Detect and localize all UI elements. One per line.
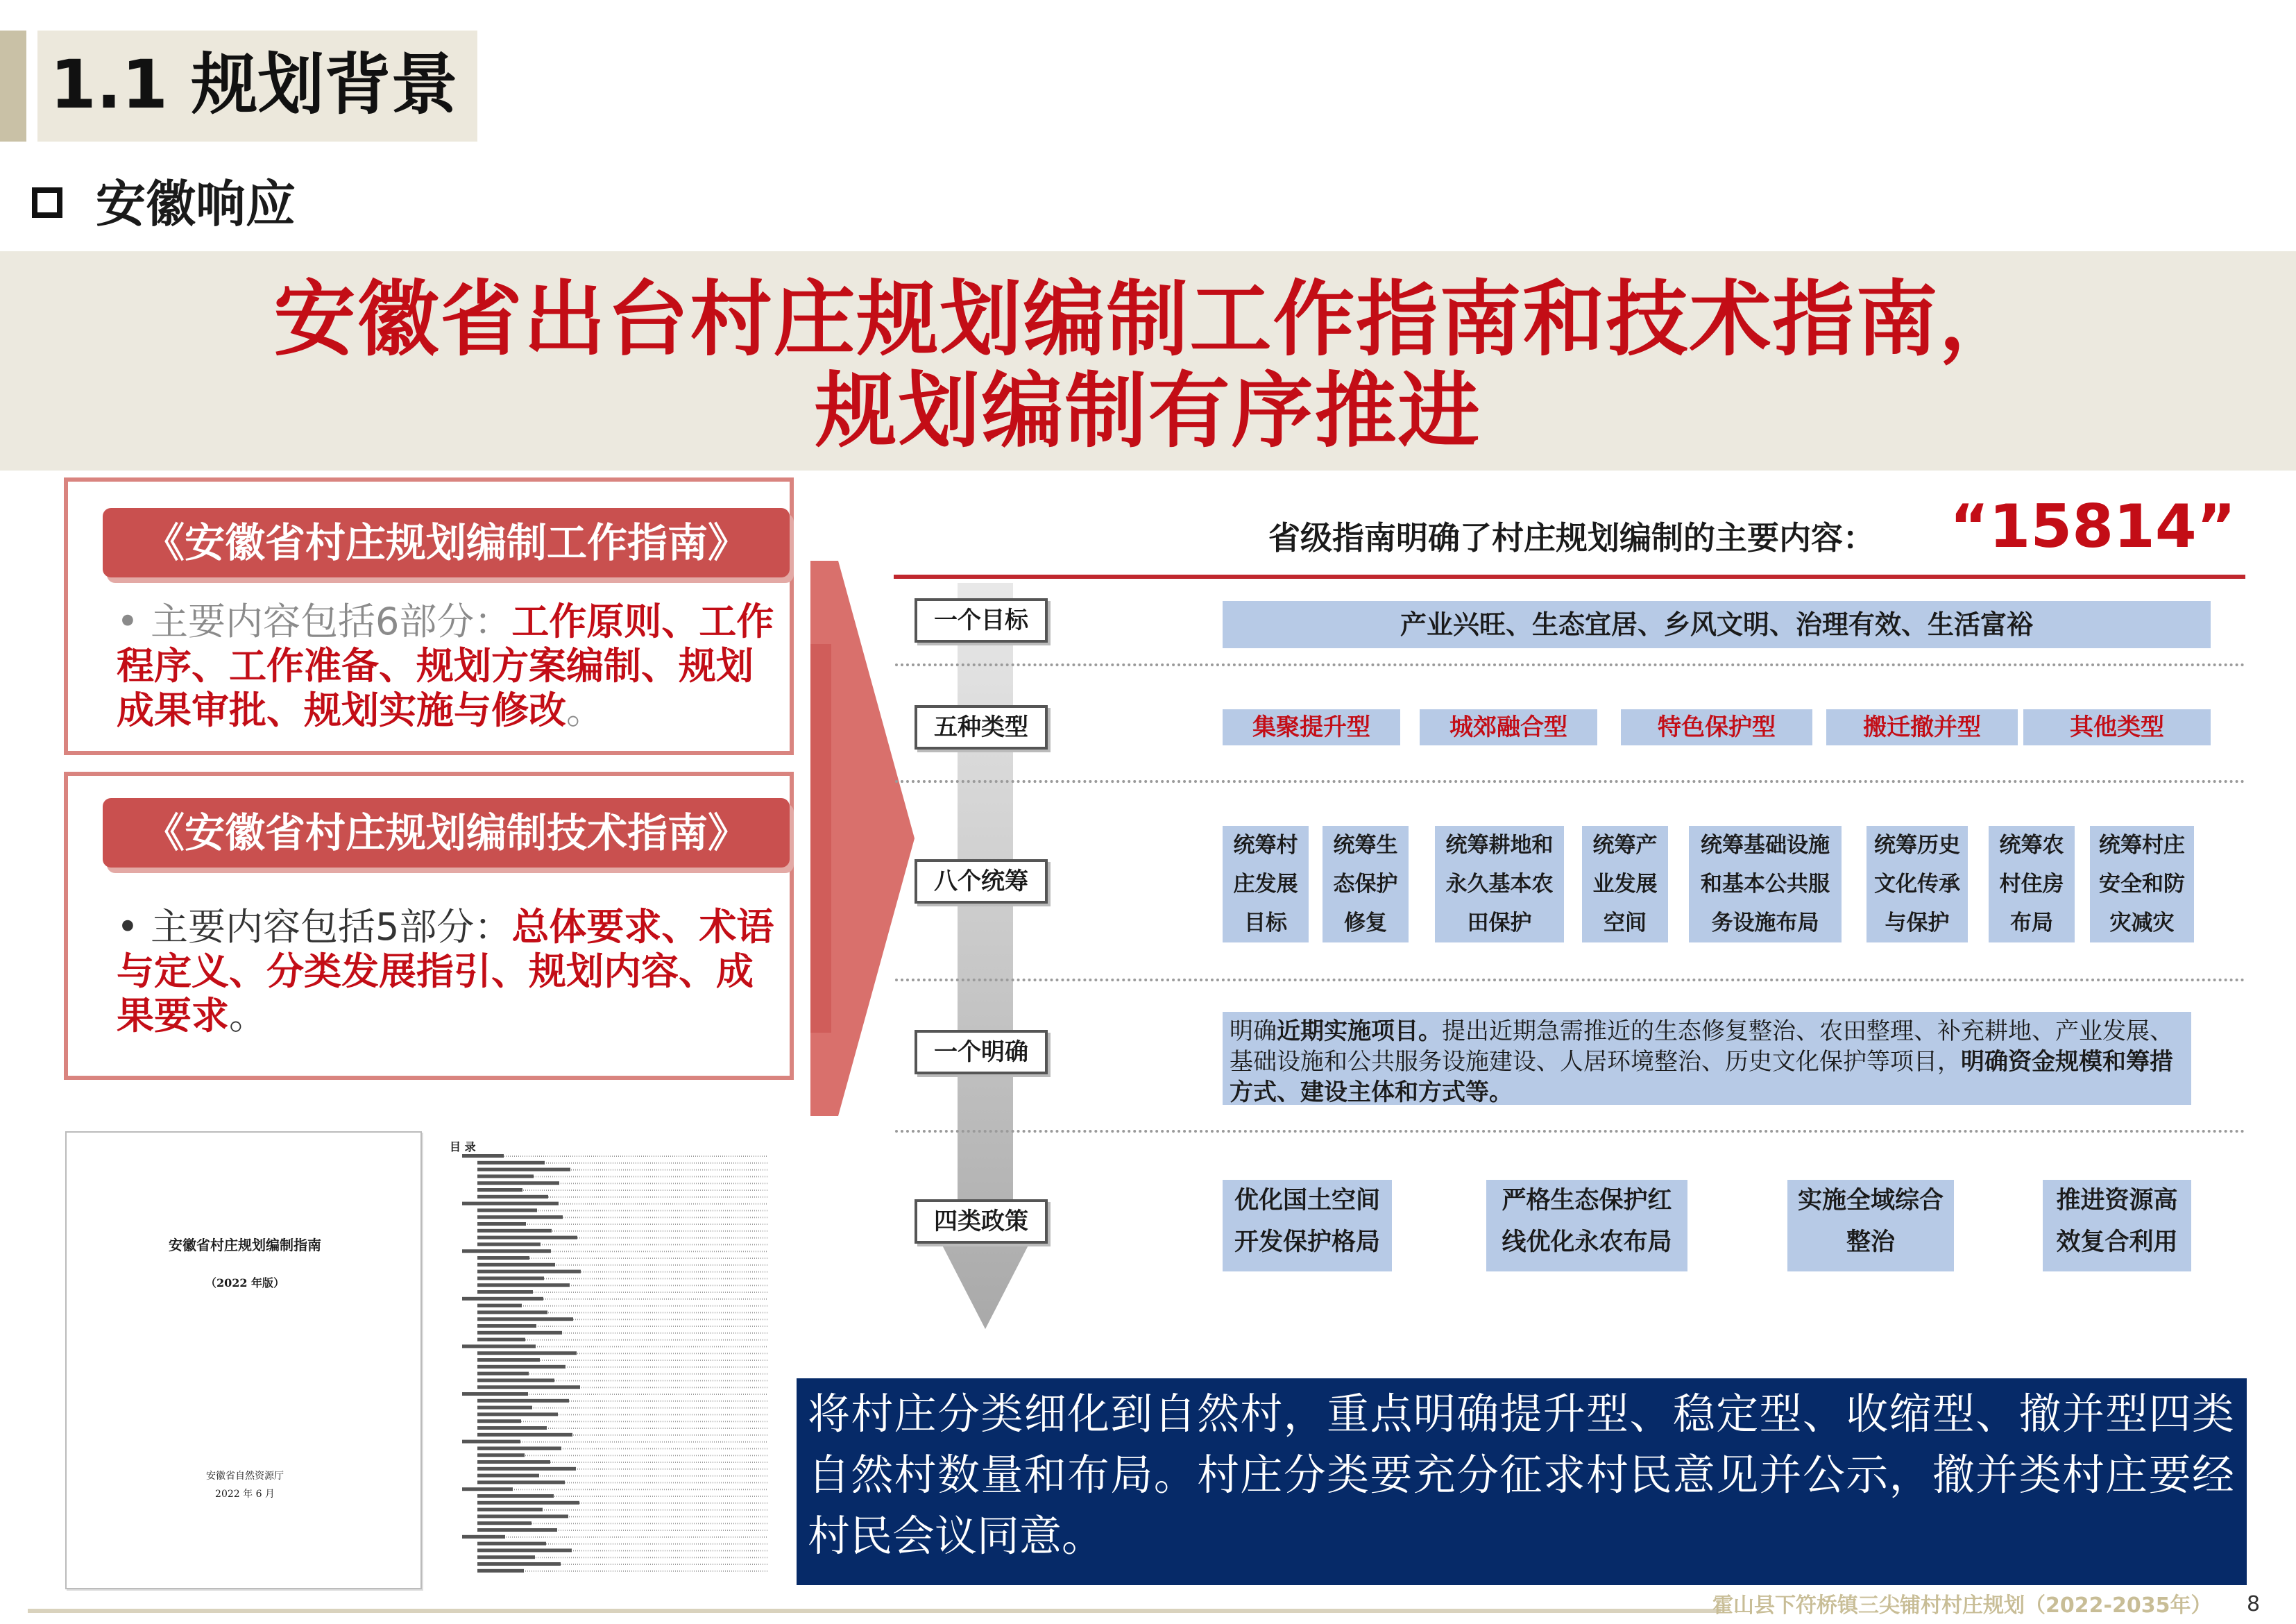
toc-entry [477,1270,581,1274]
coordination-box [1689,826,1842,942]
toc-entry [477,1236,577,1240]
coordination-text: 庄发展 [1233,872,1298,897]
toc-title: 目 录 [450,1140,476,1153]
toc-entry [477,1283,570,1287]
toc-entry [477,1406,532,1410]
policy-text: 效复合利用 [2056,1228,2178,1256]
diagram-caption: 省级指南明确了村庄规划编制的主要内容： [1268,519,1875,557]
toc-entry [477,1542,546,1546]
divider [895,1130,2245,1133]
toc-entry [477,1399,569,1403]
coordination-box [1866,826,1968,942]
toc-entry [477,1521,532,1525]
toc-entry [477,1229,552,1233]
footer-project-title: 霍山县下符桥镇三尖铺村村庄规划（2022-2035年） [1712,1593,2212,1618]
coordination-text: 统筹村 [1233,833,1298,858]
section-title: 安徽响应 [96,175,296,233]
toc-entry [477,1385,580,1389]
toc-entry [462,1154,504,1158]
toc-entry [477,1433,572,1437]
work-guide-highlight: 工作原则、工作程序、工作准备、规划方案编制、规划成果审批、规划实施与修改 [117,600,774,732]
coordination-text: 与保护 [1885,911,1950,936]
type-box: 集聚提升型 [1223,709,1400,745]
type-box: 其他类型 [2023,709,2211,745]
diagram-top-rule [894,575,2245,579]
toc-entry [477,1426,547,1430]
toc-entry [477,1508,543,1512]
note-box [797,1378,2247,1585]
toc-entry [477,1351,577,1355]
work-guide-card [64,477,794,755]
clarify-emphasis: 近期实施项目。 [1277,1017,1442,1045]
toc-entry [462,1297,543,1301]
coordination-text: 村住房 [1999,872,2064,897]
toc-entry [477,1555,535,1559]
coordination-text: 永久基本农 [1445,872,1554,897]
coordination-text: 态保护 [1333,872,1398,897]
toc-entry [477,1569,524,1573]
coordination-text: 目标 [1244,911,1287,936]
toc-entry [477,1331,562,1335]
coordination-box [1323,826,1409,942]
toc-entry [477,1480,565,1484]
work-guide-description [117,600,783,733]
cover-organization: 安徽省自然资源厅 [206,1471,284,1482]
toc-entry [477,1514,568,1518]
toc-entry [477,1310,547,1314]
policy-text: 整治 [1846,1228,1895,1256]
type-box: 城郊融合型 [1420,709,1597,745]
policy-text: 推进资源高 [2056,1187,2178,1215]
policy-text: 严格生态保护红 [1502,1187,1672,1215]
type-box: 搬迁撤并型 [1826,709,2018,745]
toc-entry [477,1419,521,1423]
toc-entry [477,1263,555,1267]
toc-entry [477,1174,534,1178]
coordination-text: 安全和防 [2099,872,2185,897]
toc-entry [477,1528,557,1532]
toc-entry [462,1535,505,1539]
page-number: 8 [2247,1592,2261,1616]
coordination-box [2090,826,2194,942]
policy-text: 线优化永农布局 [1502,1228,1672,1256]
work-guide-suffix: 。 [566,688,604,732]
tech-guide-highlight: 总体要求、术语与定义、分类发展指引、规划内容、成果要求 [117,905,774,1038]
policy-box [1486,1180,1687,1271]
clarify-box [1223,1012,2191,1105]
coordination-text: 灾减灾 [2109,911,2175,936]
toc-entry [477,1208,537,1212]
toc-entry [477,1562,561,1566]
toc-entry [462,1344,536,1348]
toc-entry [477,1446,561,1450]
headline-line-2: 规划编制有序推进 [815,362,1481,459]
right-arrow-icon [810,561,915,1116]
tier-label-types: 五种类型 [915,705,1048,750]
title-accent-bar [0,31,26,142]
toc-entry [477,1188,522,1192]
toc-entry [477,1372,529,1376]
toc-entry [477,1181,559,1185]
toc-entry [462,1249,551,1253]
work-guide-title: 《安徽省村庄规划编制工作指南》 [103,508,790,577]
policy-text: 优化国土空间 [1234,1187,1380,1215]
policy-box [2043,1180,2191,1271]
toc-entry [477,1338,525,1342]
coordination-text: 统筹产 [1592,833,1658,858]
tier-label-coordination: 八个统筹 [915,859,1048,904]
clarify-emphasis: 明确资金规模和筹措方式、建设主体和方式等。 [1230,1048,2173,1106]
coordination-text: 业发展 [1592,872,1658,897]
coordination-text: 空间 [1604,911,1647,936]
footer-rule [28,1609,1721,1613]
clarify-text: 明确 [1230,1017,1277,1045]
coordination-box [1582,826,1668,942]
toc-entry [477,1358,540,1362]
policy-text: 实施全域综合 [1797,1187,1944,1215]
headline-line-1: 安徽省出台村庄规划编制工作指南和技术指南， [273,271,2023,367]
coordination-text: 统筹生 [1333,833,1398,858]
tier-label-clarify: 一个明确 [915,1030,1048,1074]
work-guide-prefix: 主要内容包括6部分： [151,600,512,643]
toc-entry [477,1453,525,1457]
policy-box [1787,1180,1954,1271]
toc-entry [477,1365,566,1369]
coordination-box [1435,826,1564,942]
toc-entry [477,1304,522,1308]
toc-entry [477,1242,541,1246]
coordination-text: 统筹耕地和 [1445,833,1554,858]
toc-entry [477,1276,544,1280]
toc-entry [462,1202,559,1206]
coordination-text: 统筹历史 [1874,833,1960,858]
toc-entry [477,1501,579,1505]
toc-entry [477,1460,550,1464]
coordination-text: 统筹村庄 [2099,833,2185,858]
tier-label-goal: 一个目标 [915,598,1048,643]
policy-box [1223,1180,1392,1271]
headline-banner [0,251,2296,471]
coordination-text: 文化传承 [1874,872,1960,897]
coordination-text: 统筹农 [1999,833,2064,858]
clarify-text: 提出近期急需推近的生态修复整治、农田整理、补充耕地、产业发展、基础设施和公共服务设施建设、人居环境整治、历史文化保护等项目， [1230,1017,2173,1076]
coordination-text: 布局 [2010,911,2053,936]
toc-entry [477,1195,548,1199]
bullet-dot-icon: • [117,905,151,949]
guide-cover-thumbnail [65,1131,422,1589]
divider [895,780,2245,783]
tech-guide-prefix: 主要内容包括5部分： [151,905,512,949]
toc-entry [477,1494,554,1498]
coordination-box [1223,826,1309,942]
goal-box: 产业兴旺、生态宜居、乡风文明、治理有效、生活富裕 [1223,601,2211,648]
toc-entry [462,1440,520,1444]
coordination-text: 田保护 [1467,911,1532,936]
coordination-text: 修复 [1344,911,1387,936]
toc-entry [477,1548,572,1552]
toc-entry [477,1467,576,1471]
square-bullet-icon [32,187,62,218]
toc-entry [477,1324,536,1328]
toc-entry [477,1256,529,1260]
table-of-contents-thumbnail [448,1152,774,1582]
tech-guide-title: 《安徽省村庄规划编制技术指南》 [103,798,790,868]
toc-entry [462,1392,528,1396]
toc-entry [462,1487,513,1491]
coordination-text: 务设施布局 [1711,911,1819,936]
diagram-code-number: “15814” [1950,492,2236,561]
toc-entry [477,1222,526,1226]
note-text: 将村庄分类细化到自然村，重点明确提升型、稳定型、收缩型、撤并型四类自然村数量和布局。村庄分类要充分征求村民意见并公示，撤并类村庄要经村民会议同意。 [808,1389,2234,1561]
coordination-box [1989,826,2075,942]
coordination-text: 统筹基础设施 [1701,833,1830,858]
cover-title: 安徽省村庄规划编制指南 [169,1237,321,1253]
toc-entry [477,1290,533,1294]
page-title: 1.1 规划背景 [50,46,458,124]
tier-label-policies: 四类政策 [915,1199,1048,1244]
toc-entry [477,1412,558,1416]
divider [895,979,2245,981]
cover-date: 2022 年 6 月 [215,1489,275,1500]
coordination-text: 和基本公共服 [1701,872,1830,897]
divider [895,663,2245,666]
toc-entry [477,1161,545,1165]
toc-entry [477,1317,573,1321]
tech-guide-suffix: 。 [229,994,266,1038]
tech-guide-description [117,905,783,1038]
toc-entry [477,1168,570,1172]
type-box: 特色保护型 [1621,709,1812,745]
toc-entry [477,1215,563,1219]
tech-guide-card [64,772,794,1080]
cover-edition: （2022 年版） [205,1276,285,1289]
toc-entry [477,1474,539,1478]
toc-entry [477,1378,554,1382]
bullet-dot-icon: • [117,600,151,643]
policy-text: 开发保护格局 [1234,1228,1380,1256]
